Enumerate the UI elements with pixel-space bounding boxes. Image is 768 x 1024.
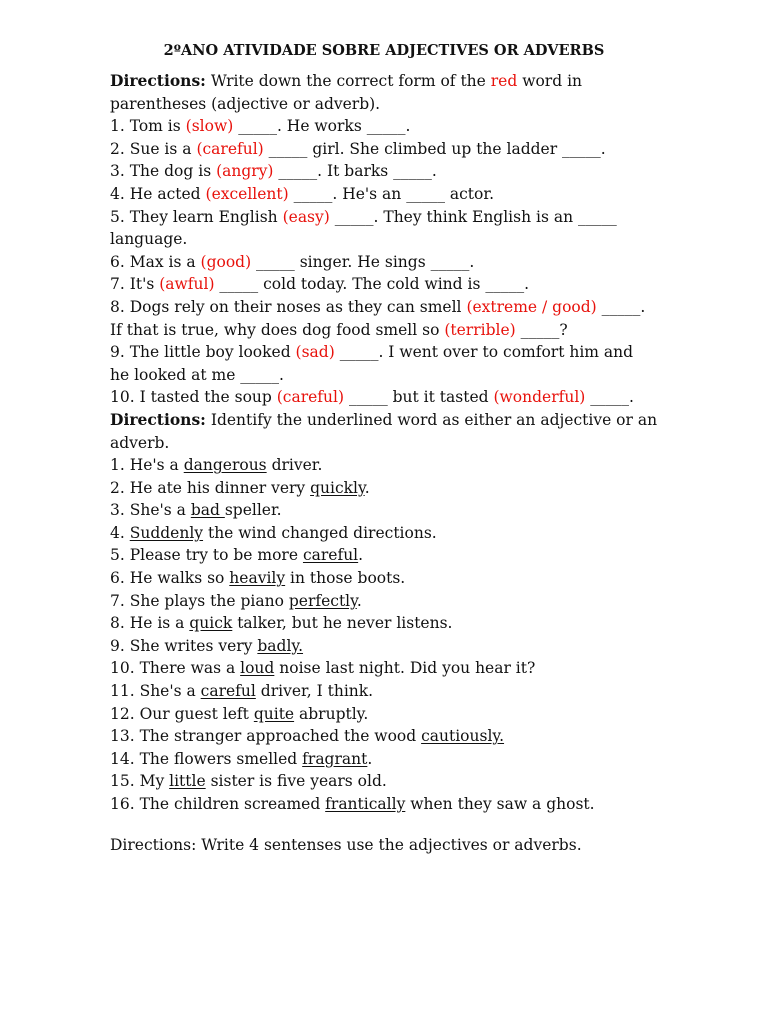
item-text: driver.: [266, 456, 323, 475]
section3-directions: Directions: Write 4 sentenses use the adjectives or adverbs.: [110, 835, 582, 854]
item-text: 7. It's: [110, 275, 160, 294]
identify-item: [110, 590, 670, 613]
identify-item: [110, 522, 670, 545]
exercise-item: [110, 319, 670, 342]
item-text: 5. They learn English: [110, 207, 283, 226]
underlined-word: quite: [253, 704, 295, 723]
item-hint: (awful): [159, 275, 215, 294]
identify-item: [110, 567, 670, 590]
directions-text: Write down the correct form of the: [205, 72, 491, 90]
exercise-item: [110, 364, 670, 387]
item-text: 9. The little boy looked: [110, 343, 296, 362]
underlined-word: careful: [200, 682, 256, 701]
item-text: 11. She's a: [110, 682, 201, 701]
item-text: 8. He is a: [110, 614, 190, 633]
item-text: talker, but he never listens.: [232, 614, 453, 633]
item-text: _____. They think English is an _____: [329, 207, 617, 226]
item-text: 15. My: [110, 772, 170, 791]
item-text: 1. Tom is: [110, 117, 186, 136]
worksheet-body: [110, 70, 670, 856]
item-text: _____.: [585, 388, 634, 407]
item-text: _____?: [515, 320, 568, 339]
item-text: language.: [110, 230, 188, 249]
item-text: 16. The children screamed: [110, 795, 326, 813]
item-hint: (careful): [196, 139, 264, 158]
item-text: 4. He acted: [110, 184, 206, 203]
identify-item: [110, 725, 670, 748]
item-text: _____ cold today. The cold wind is _____.: [214, 275, 530, 294]
item-text: driver, I think.: [255, 682, 374, 701]
item-text: 8. Dogs rely on their noses as they can smell: [110, 297, 467, 316]
underlined-word: badly.: [257, 636, 304, 655]
underlined-word: loud: [240, 659, 275, 678]
item-text: .: [364, 478, 370, 497]
item-text: the wind changed directions.: [203, 523, 437, 542]
identify-item: [110, 793, 670, 816]
identify-item: [110, 544, 670, 567]
exercise-item: [110, 296, 670, 319]
item-text: _____. He works _____.: [233, 117, 411, 136]
item-text: 5. Please try to be more: [110, 546, 303, 565]
item-hint: (careful): [276, 388, 345, 407]
underlined-word: heavily: [229, 569, 286, 588]
item-text: 4.: [110, 523, 130, 542]
exercise-item: [110, 228, 670, 251]
page-title: 2ºANO ATIVIDADE SOBRE ADJECTIVES OR ADVERBS: [163, 42, 605, 59]
item-text: 7. She plays the piano: [110, 591, 289, 610]
item-text: sister is five years old.: [205, 772, 387, 791]
item-text: he looked at me _____.: [110, 365, 284, 384]
item-text: _____ girl. She climbed up the ladder _____.: [263, 139, 606, 158]
item-text: 14. The flowers smelled: [110, 749, 303, 768]
section2-directions: [110, 409, 670, 432]
underlined-word: cautiously.: [421, 727, 505, 746]
item-hint: (easy): [282, 207, 330, 226]
identify-item: [110, 612, 670, 635]
item-text: 3. The dog is: [110, 162, 217, 181]
item-text: _____. I went over to comfort him and: [334, 343, 634, 362]
exercise-item: [110, 206, 670, 229]
underlined-word: fragrant: [302, 749, 368, 768]
item-hint: (terrible): [444, 320, 516, 339]
directions-text: word in: [517, 72, 583, 90]
section1-directions: [110, 70, 670, 93]
item-hint: (wonderful): [493, 388, 586, 407]
identify-item: [110, 635, 670, 658]
exercise-item: [110, 251, 670, 274]
identify-item: [110, 703, 670, 726]
item-text: If that is true, why does dog food smell so: [110, 320, 445, 339]
item-hint: (excellent): [205, 184, 289, 203]
item-text: _____ singer. He sings _____.: [251, 252, 475, 271]
identify-item: [110, 770, 670, 793]
item-text: .: [356, 591, 362, 610]
underlined-word: bad: [190, 501, 225, 520]
identify-item: [110, 499, 670, 522]
underlined-word: dangerous: [183, 456, 267, 475]
item-hint: (angry): [216, 162, 274, 181]
underlined-word: frantically: [325, 795, 406, 813]
item-text: 2. Sue is a: [110, 139, 197, 158]
exercise-item: [110, 386, 670, 409]
item-hint: (extreme / good): [466, 297, 597, 316]
red-word: red: [490, 72, 518, 90]
item-text: noise last night. Did you hear it?: [274, 659, 536, 678]
directions-label: Directions:: [110, 409, 206, 429]
item-text: _____. It barks _____.: [273, 162, 437, 181]
underlined-word: careful: [302, 546, 359, 565]
item-text: 10. I tasted the soup: [110, 388, 277, 407]
item-text: 6. Max is a: [110, 252, 201, 271]
exercise-item: [110, 341, 670, 364]
item-text: .: [358, 546, 364, 565]
section2-directions-line2: adverb.: [110, 433, 170, 452]
item-text: 6. He walks so: [110, 569, 230, 588]
exercise-item: [110, 138, 670, 161]
identify-item: [110, 454, 670, 477]
exercise-item: [110, 183, 670, 206]
item-text: 9. She writes very: [110, 636, 258, 655]
item-hint: (slow): [185, 117, 234, 136]
item-text: abruptly.: [294, 704, 369, 723]
exercise-item: [110, 160, 670, 183]
item-hint: (sad): [295, 343, 335, 362]
item-text: _____ but it tasted: [344, 388, 494, 407]
item-text: speller.: [224, 501, 282, 520]
exercise-item: [110, 115, 670, 138]
item-text: 1. He's a: [110, 456, 184, 475]
item-text: _____.: [596, 297, 646, 316]
item-text: 10. There was a: [110, 659, 241, 678]
identify-item: [110, 477, 670, 500]
item-text: 13. The stranger approached the wood: [110, 727, 422, 746]
underlined-word: little: [169, 772, 206, 791]
underlined-word: Suddenly: [129, 523, 204, 542]
item-text: in those boots.: [285, 569, 406, 588]
item-text: .: [367, 749, 373, 768]
item-text: 12. Our guest left: [110, 704, 254, 723]
section2-items: [110, 454, 670, 816]
identify-item: [110, 680, 670, 703]
item-text: when they saw a ghost.: [405, 795, 595, 813]
underlined-word: quickly: [310, 478, 365, 497]
directions-label: Directions:: [110, 71, 206, 90]
exercise-item: [110, 273, 670, 296]
underlined-word: quick: [189, 614, 233, 633]
section1-directions-line2: parentheses (adjective or adverb).: [110, 94, 381, 113]
item-hint: (good): [200, 252, 252, 271]
section1-items: [110, 115, 670, 386]
spacer: [110, 816, 670, 834]
item-text: _____. He's an _____ actor.: [288, 184, 494, 203]
underlined-word: perfectly: [288, 591, 357, 610]
identify-item: [110, 748, 670, 771]
identify-item: [110, 657, 670, 680]
item-text: 3. She's a: [110, 501, 191, 520]
item-text: 2. He ate his dinner very: [110, 478, 311, 497]
directions-text: Identify the underlined word as either an adjective or an: [205, 410, 658, 429]
